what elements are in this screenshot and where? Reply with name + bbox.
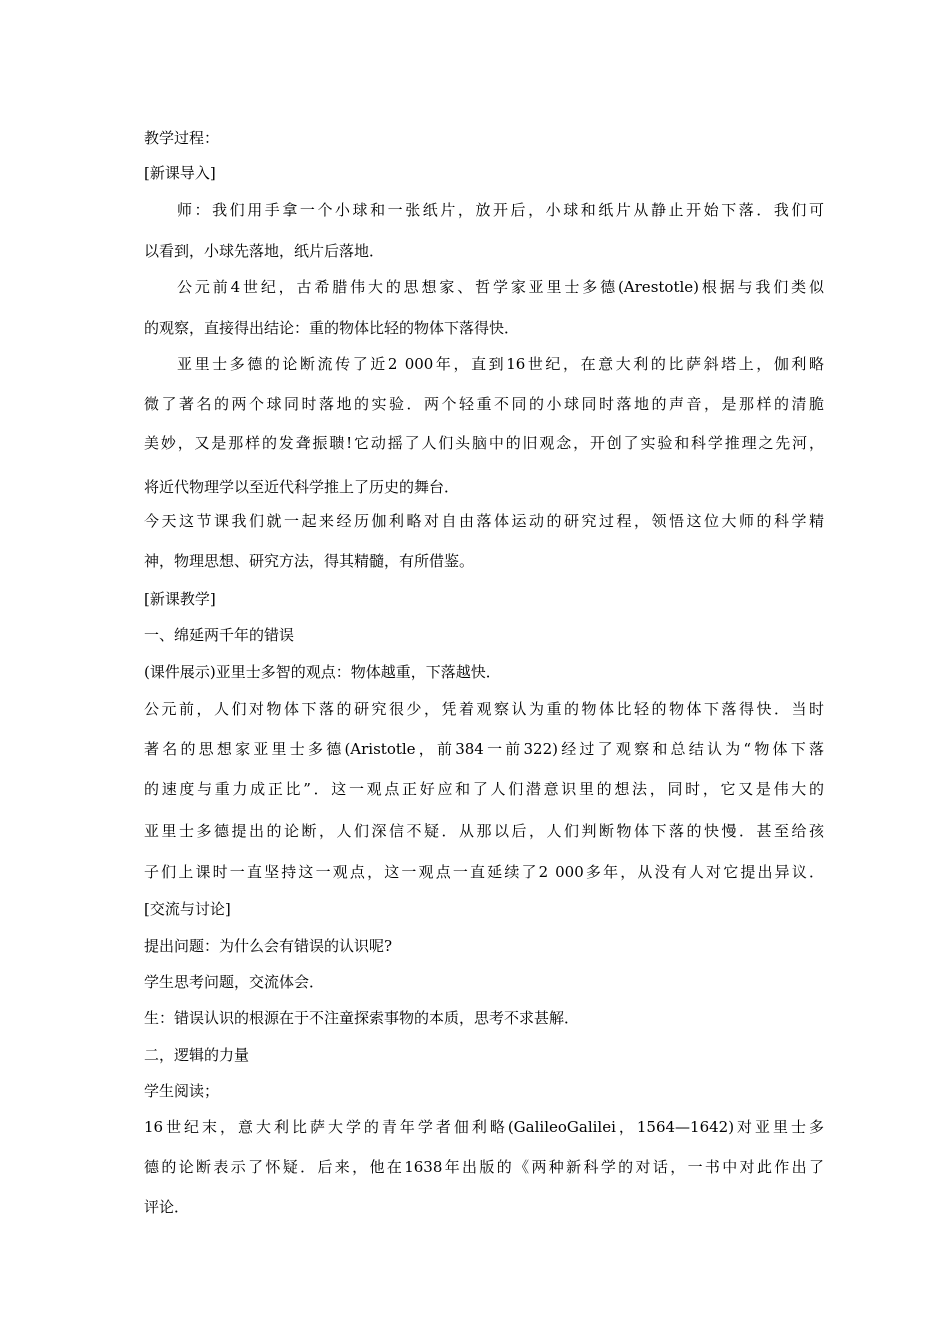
- paragraph-line: 公元前4世纪，古希腊伟大的思想家、哲学家亚里士多德(Arestotle)根据与我们类似: [177, 278, 824, 296]
- paragraph-line: 微了著名的两个球同时落地的实验．两个轻重不同的小球同时落地的声音，是那样的清脆: [144, 395, 824, 413]
- paragraph-line: 生：错误认识的根源在于不注童探索事物的本质，思考不求甚解．: [144, 1009, 580, 1027]
- section-heading-power-of-logic: 二，逻辑的力量: [144, 1046, 250, 1064]
- paragraph-line: 的速度与重力成正比”．这一观点正好应和了人们潜意识里的想法，同时，它又是伟大的: [144, 780, 824, 798]
- paragraph-line: 的观察，直接得出结论：重的物体比轻的物体下落得快．: [144, 319, 520, 337]
- paragraph-line: (课件展示)亚里士多智的观点：物体越重，下落越快．: [144, 663, 501, 681]
- section-heading-new-lesson-teaching: [新课教学]: [144, 590, 216, 608]
- paragraph-line: 学生思考问题，交流体会．: [144, 973, 325, 991]
- paragraph-line: 评论．: [144, 1198, 190, 1216]
- paragraph-line: 著名的思想家亚里士多德(Aristotle，前384一前322)经过了观察和总结认为“物体下落: [144, 740, 824, 758]
- paragraph-line: 将近代物理学以至近代科学推上了历史的舞台．: [144, 478, 460, 496]
- paragraph-line: 亚里士多德提出的论断，人们深信不疑．从那以后，人们判断物体下落的快慢．甚至给孩: [144, 822, 824, 840]
- paragraph-line: 以看到，小球先落地，纸片后落地．: [144, 242, 385, 260]
- paragraph-line: 师：我们用手拿一个小球和一张纸片，放开后，小球和纸片从静止开始下落．我们可: [177, 201, 824, 219]
- paragraph-line: 美妙，又是那样的发聋振聩!它动摇了人们头脑中的旧观念，开创了实验和科学推理之先河，: [144, 434, 824, 452]
- paragraph-line: 今天这节课我们就一起来经历伽利略对自由落体运动的研究过程，领悟这位大师的科学精: [144, 512, 824, 530]
- paragraph-line: 提出问题：为什么会有错误的认识呢?: [144, 937, 393, 955]
- paragraph-line: 16世纪末，意大利比萨大学的青年学者佃利略(GalileoGalilei，1564—1642)对亚里士多: [144, 1118, 824, 1136]
- section-heading-teaching-process: 教学过程：: [144, 129, 220, 147]
- paragraph-line: 公元前，人们对物体下落的研究很少，凭着观察认为重的物体比轻的物体下落得快．当时: [144, 700, 824, 718]
- paragraph-line: 德的论断表示了怀疑．后来，他在1638年出版的《两种新科学的对话，一书中对此作出了: [144, 1158, 824, 1176]
- paragraph-line: 子们上课时一直坚持这一观点，这一观点一直延续了2 000多年，从没有人对它提出异议．: [144, 863, 824, 881]
- paragraph-line: 神，物理思想、研究方法，得其精髓，有所借鉴。: [144, 552, 475, 570]
- paragraph-line: 亚里士多德的论断流传了近2 000年，直到16世纪，在意大利的比萨斜塔上，伽利略: [177, 355, 824, 373]
- section-heading-exchange-discussion: [交流与讨论]: [144, 900, 231, 918]
- section-heading-new-lesson-intro: [新课导入]: [144, 164, 216, 182]
- section-heading-two-thousand-year-error: 一、绵延两千年的错误: [144, 626, 295, 644]
- paragraph-line: 学生阅读；: [144, 1082, 220, 1100]
